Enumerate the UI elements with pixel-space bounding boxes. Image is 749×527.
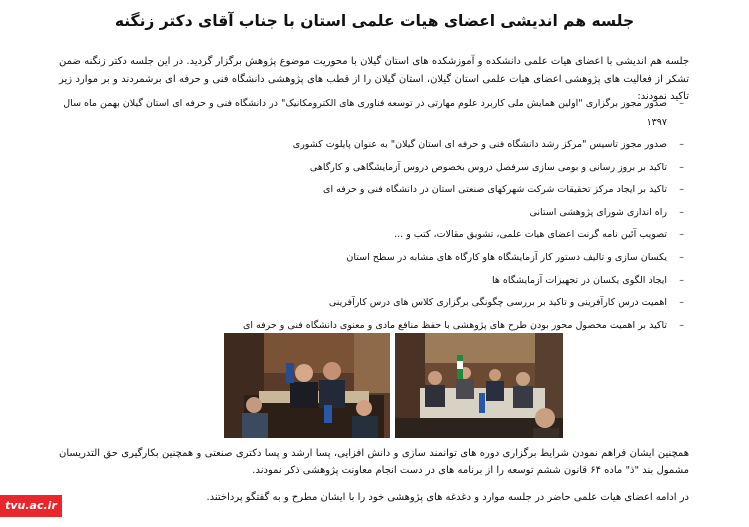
list-item: – صدور مجوز برگزاری "اولین همایش ملی کاربرد علوم مهارتی در توسعه فناوری های الکترومکانیک" در دانشگاه فنی و حرفه ای استان گیلان بهمن ماه سال ۱۳۹۷	[59, 94, 689, 132]
list-item: – تاکید بر اهمیت محصول محور بودن طرح های پژوهشی با حفظ منافع مادی و معنوی دانشگاه فنی و حرفه ای	[59, 319, 689, 333]
list-item: – تصویب آئین نامه گرنت اعضای هیات علمی، تشویق مقالات، کتب و ...	[59, 228, 689, 242]
emphasis-list	[59, 94, 689, 341]
list-item: – تاکید بر بروز رسانی و بومی سازی سرفصل دروس بخصوص دروس آزمایشگاهی و کارگاهی	[59, 161, 689, 175]
intro-paragraph: جلسه هم اندیشی با اعضای هیات علمی دانشکده و آموزشکده های استان گیلان با محوریت موضوع پژوهش برگزار گردید. در این جلسه دکتر زنگنه ضمن تشکر از فعالیت های پژوهشی اعضای هیات علمی استان گیلان، استان گیلان را از قطب های پژوهشی دانشگاه فنی و حرفه ای برشمردند و بر موارد زیر تاکید نمودند:	[59, 56, 689, 102]
meeting-photo-left	[224, 333, 390, 438]
list-item: – ایجاد الگوی یکسان در تجهیزات آزمایشگاه ها	[59, 274, 689, 288]
list-item: – اهمیت درس کارآفرینی و تاکید بر بررسی چگونگی برگزاری کلاس های درس کارآفرینی	[59, 296, 689, 310]
final-paragraph: در ادامه اعضای هیات علمی حاضر در جلسه موارد و دغدغه های پژوهشی خود را با ایشان مطرح و به گفتگو پرداختند.	[206, 492, 689, 503]
closing-paragraph: همچنین ایشان فراهم نمودن شرایط برگزاری دوره های توانمند سازی و دانش افزایی، پسا ارشد و پسا دکتری صنعتی و همچنین بکارگیری حق التدریسان مشمول بند "ذ" ماده ۶۴ قانون ششم توسعه را از برنامه های در دست انجام معاونت پژوهشی ذکر نمودند.	[59, 448, 689, 476]
list-item: – راه اندازی شورای پژوهشی استانی	[59, 206, 689, 220]
list-item: – یکسان سازی و تالیف دستور کار آزمایشگاه هاو کارگاه های مشابه در سطح استان	[59, 251, 689, 265]
article-title: جلسه هم اندیشی اعضای هیات علمی استان با جناب آقای دکتر زنگنه	[114, 12, 635, 30]
tvu-watermark-logo: tvu.ac.ir	[0, 495, 62, 517]
meeting-photo-right	[395, 333, 563, 438]
list-item: – تاکید بر ایجاد مرکز تحقیقات شرکت شهرکهای صنعتی استان در دانشگاه فنی و حرفه ای	[59, 183, 689, 197]
list-item: – صدور مجوز تاسیس "مرکز رشد دانشگاه فنی و حرفه ای استان گیلان" به عنوان پایلوت کشوری	[59, 138, 689, 152]
